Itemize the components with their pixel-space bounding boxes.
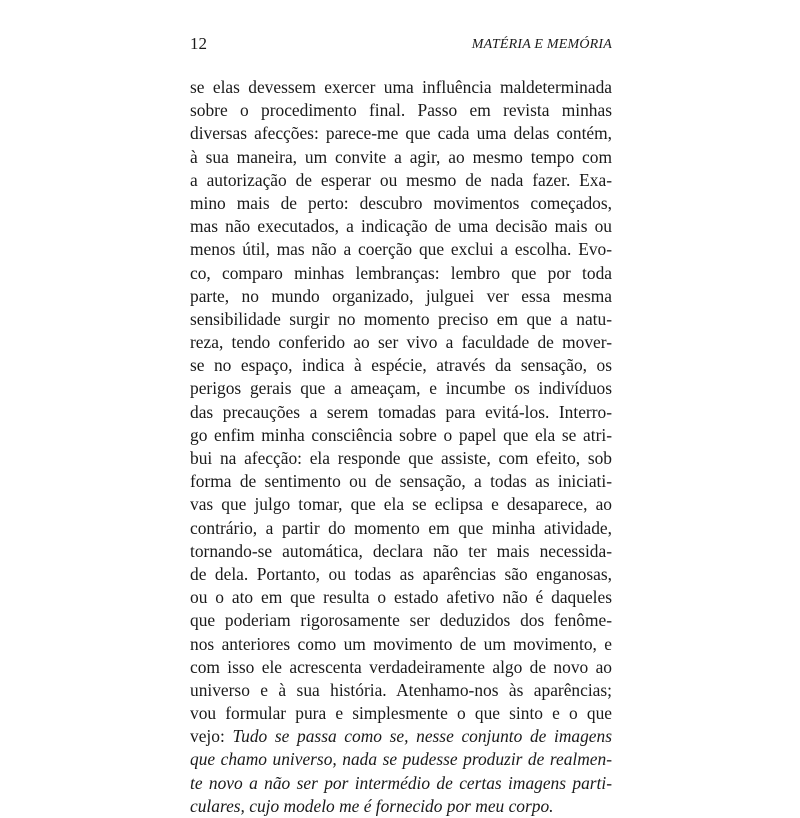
text-line: menos útil, mas não a coerção que exclui a escolha. Evo-	[190, 239, 612, 260]
text-line: de dela. Portanto, ou todas as aparências são enganosas,	[190, 563, 612, 584]
text-line: bui na afecção: ela responde que assiste, com efeito, sob	[190, 448, 612, 468]
text-line: forma de sentimento ou de sensação, a todas as iniciati-	[190, 471, 612, 492]
text-line: a autorização de esperar ou mesmo de nada fazer. Exa-	[190, 169, 612, 190]
body-text	[190, 76, 612, 818]
text-line: à sua maneira, um convite a agir, ao mesmo tempo com	[190, 146, 612, 167]
text-line: diversas afecções: parece-me que cada uma delas contém,	[190, 123, 612, 144]
text-line: se no espaço, indica à espécie, através da sensação, os	[190, 355, 612, 376]
text-line: perigos gerais que a ameaçam, e incumbe os indivíduos	[190, 378, 612, 399]
text-line: sensibilidade surgir no momento preciso em que a natu-	[190, 308, 612, 329]
text-line: reza, tendo conferido ao ser vivo a faculdade de mover-	[190, 332, 612, 353]
text-line: nos anteriores como um movimento de um movimento, e	[190, 633, 612, 654]
text-line: tornando-se automática, declara não ter mais necessida-	[190, 540, 612, 561]
text-line: das precauções a serem tomadas para evitá-los. Interro-	[190, 401, 612, 422]
page-header	[190, 34, 612, 62]
book-page	[190, 34, 612, 816]
text-line-mixed	[190, 725, 612, 748]
text-line-italic: te novo a não ser por intermédio de certas imagens parti-	[190, 772, 612, 793]
text-line: parte, no mundo organizado, julguei ver essa mesma	[190, 285, 612, 306]
text-line: co, comparo minhas lembranças: lembro que por toda	[190, 262, 612, 283]
text-line: contrário, a partir do momento em que minha atividade,	[190, 517, 612, 538]
text-line: ou o ato em que resulta o estado afetivo não é daqueles	[190, 587, 612, 608]
text-line: mas não executados, a indicação de uma decisão mais ou	[190, 216, 612, 237]
text-line: go enfim minha consciência sobre o papel que ela se atri-	[190, 424, 612, 445]
text-line: com isso ele acrescenta verdadeiramente algo de novo ao	[190, 656, 612, 677]
text-line-italic: que chamo universo, nada se pudesse produzir de realmen-	[190, 749, 612, 770]
text-line: vas que julgo tomar, que ela se eclipsa e desaparece, ao	[190, 494, 612, 515]
text-line: sobre o procedimento final. Passo em revista minhas	[190, 100, 612, 121]
page-number: 12	[190, 34, 207, 53]
text-line: que poderiam rigorosamente ser deduzidos dos fenôme-	[190, 610, 612, 631]
text-line: vou formular pura e simplesmente o que sinto e o que	[190, 703, 612, 724]
text-italic-part: Tudo se passa como se, nesse conjunto de imagens	[232, 726, 612, 747]
text-line: universo e à sua história. Atenhamo-nos às aparências;	[190, 679, 612, 700]
text-line-italic: culares, cujo modelo me é fornecido por meu corpo.	[190, 795, 554, 816]
text-line: mino mais de perto: descubro movimentos começados,	[190, 192, 612, 213]
running-title: MATÉRIA E MEMÓRIA	[471, 37, 612, 52]
text-roman-part: vejo:	[190, 726, 233, 747]
text-line: se elas devessem exercer uma influência maldeterminada	[190, 77, 612, 97]
